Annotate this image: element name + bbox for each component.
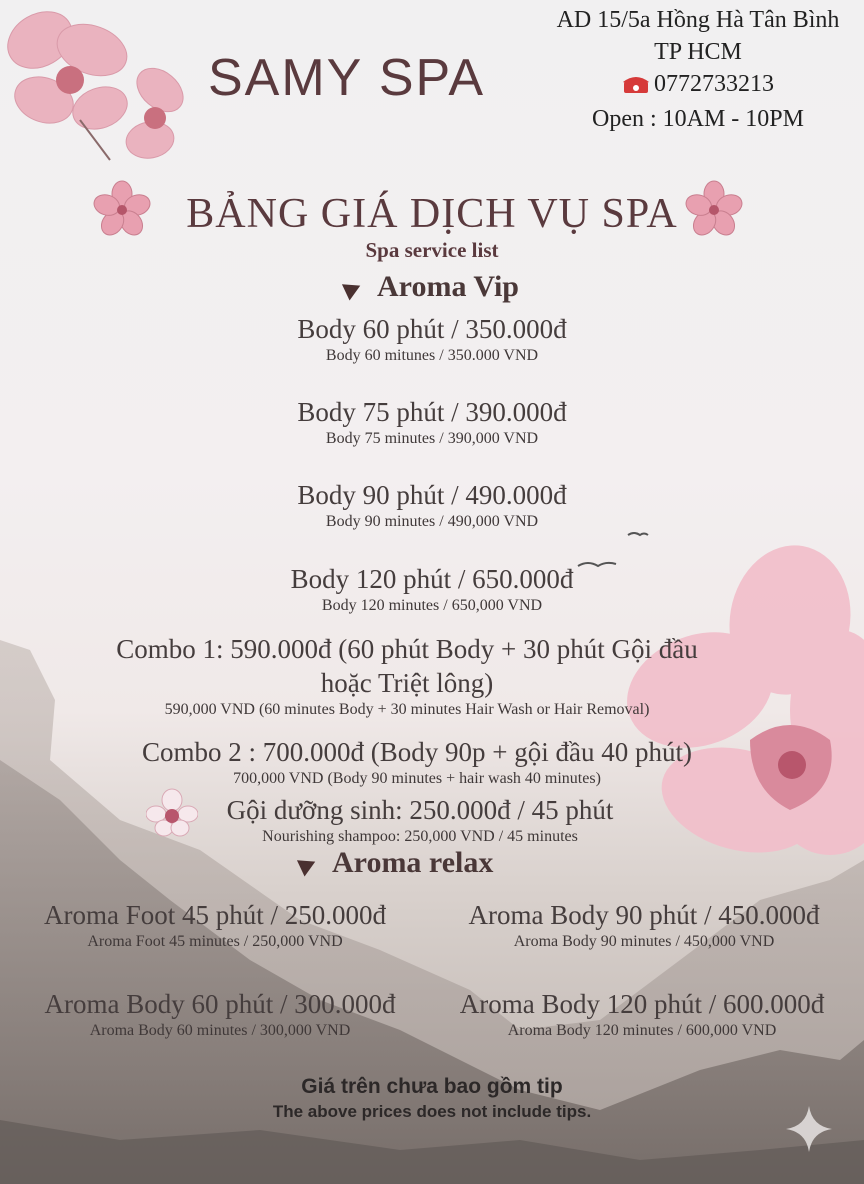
- relax-price-vi: Aroma Foot 45 phút / 250.000đ: [44, 900, 386, 930]
- triangle-bullet-icon: [297, 854, 319, 877]
- service-price-vi: Body 90 phút / 490.000đ: [297, 480, 567, 510]
- relax-item: [434, 898, 854, 952]
- address-line-2: TP HCM: [654, 39, 742, 65]
- relax-price-en: Aroma Body 90 minutes / 450,000 VND: [513, 933, 775, 950]
- relax-price-vi: Aroma Body 90 phút / 450.000đ: [468, 900, 820, 930]
- combo-1-line-1: Combo 1: 590.000đ (60 phút Body + 30 phút Gội đầu: [116, 634, 698, 664]
- telephone-icon: [622, 74, 650, 94]
- relax-price-vi: Aroma Body 120 phút / 600.000đ: [459, 989, 825, 1019]
- combo-2-item: [0, 735, 834, 789]
- relax-item: [10, 898, 420, 952]
- cherry-blossom-icon-right: [684, 180, 744, 240]
- brand-logo-text: SAMY SPA: [208, 49, 486, 107]
- combo-2-vi: Combo 2 : 700.000đ (Body 90p + gội đầu 40 phút): [142, 737, 692, 767]
- section-label: Aroma Vip: [377, 270, 519, 303]
- shampoo-item: [200, 793, 640, 847]
- price-list-subtitle: Spa service list: [365, 238, 499, 262]
- relax-price-en: Aroma Body 60 minutes / 300,000 VND: [89, 1022, 351, 1039]
- section-heading-aroma-vip: [0, 270, 864, 304]
- address-line-1: AD 15/5a Hồng Hà Tân Bình: [556, 7, 840, 33]
- combo-1-line-2: hoặc Triệt lông): [320, 668, 494, 698]
- phone-number[interactable]: 0772733213: [654, 71, 774, 97]
- section-label: Aroma relax: [332, 846, 494, 879]
- service-item: [0, 312, 864, 366]
- price-list-title: BẢNG GIÁ DỊCH VỤ SPA: [186, 191, 678, 237]
- shampoo-vi: Gội dưỡng sinh: 250.000đ / 45 phút: [226, 795, 614, 825]
- shampoo-en: Nourishing shampoo: 250,000 VND / 45 minutes: [262, 828, 578, 845]
- sparkle-icon: [784, 1104, 834, 1154]
- service-price-vi: Body 60 phút / 350.000đ: [297, 314, 567, 344]
- service-price-en: Body 60 mitunes / 350.000 VND: [325, 347, 539, 364]
- combo-2-en: 700,000 VND (Body 90 minutes + hair wash 40 minutes): [233, 770, 601, 787]
- tip-note-en: The above prices does not include tips.: [272, 1102, 592, 1121]
- relax-price-en: Aroma Body 120 minutes / 600,000 VND: [507, 1022, 777, 1039]
- orchid-icon: [146, 788, 198, 838]
- service-item: [0, 395, 864, 449]
- relax-price-vi: Aroma Body 60 phút / 300.000đ: [44, 989, 396, 1019]
- opening-hours: Open : 10AM - 10PM: [591, 106, 804, 132]
- combo-1-en: 590,000 VND (60 minutes Body + 30 minutes Hair Wash or Hair Removal): [164, 701, 650, 718]
- section-heading-aroma-relax: [300, 846, 493, 880]
- service-price-vi: Body 120 phút / 650.000đ: [290, 564, 574, 594]
- service-price-en: Body 75 minutes / 390,000 VND: [325, 430, 539, 447]
- tip-note-vi: Giá trên chưa bao gồm tip: [301, 1075, 563, 1098]
- relax-item: [10, 987, 430, 1041]
- relax-item: [430, 987, 854, 1041]
- triangle-bullet-icon: [342, 278, 364, 301]
- service-item: [0, 478, 864, 532]
- service-price-vi: Body 75 phút / 390.000đ: [297, 397, 567, 427]
- relax-price-en: Aroma Foot 45 minutes / 250,000 VND: [87, 933, 343, 950]
- orchid-decoration-top-left: [0, 0, 210, 175]
- phone-line: [622, 68, 774, 100]
- contact-block: [538, 4, 858, 135]
- service-price-en: Body 120 minutes / 650,000 VND: [321, 597, 543, 614]
- combo-1-item: [0, 632, 814, 720]
- service-price-en: Body 90 minutes / 490,000 VND: [325, 513, 539, 530]
